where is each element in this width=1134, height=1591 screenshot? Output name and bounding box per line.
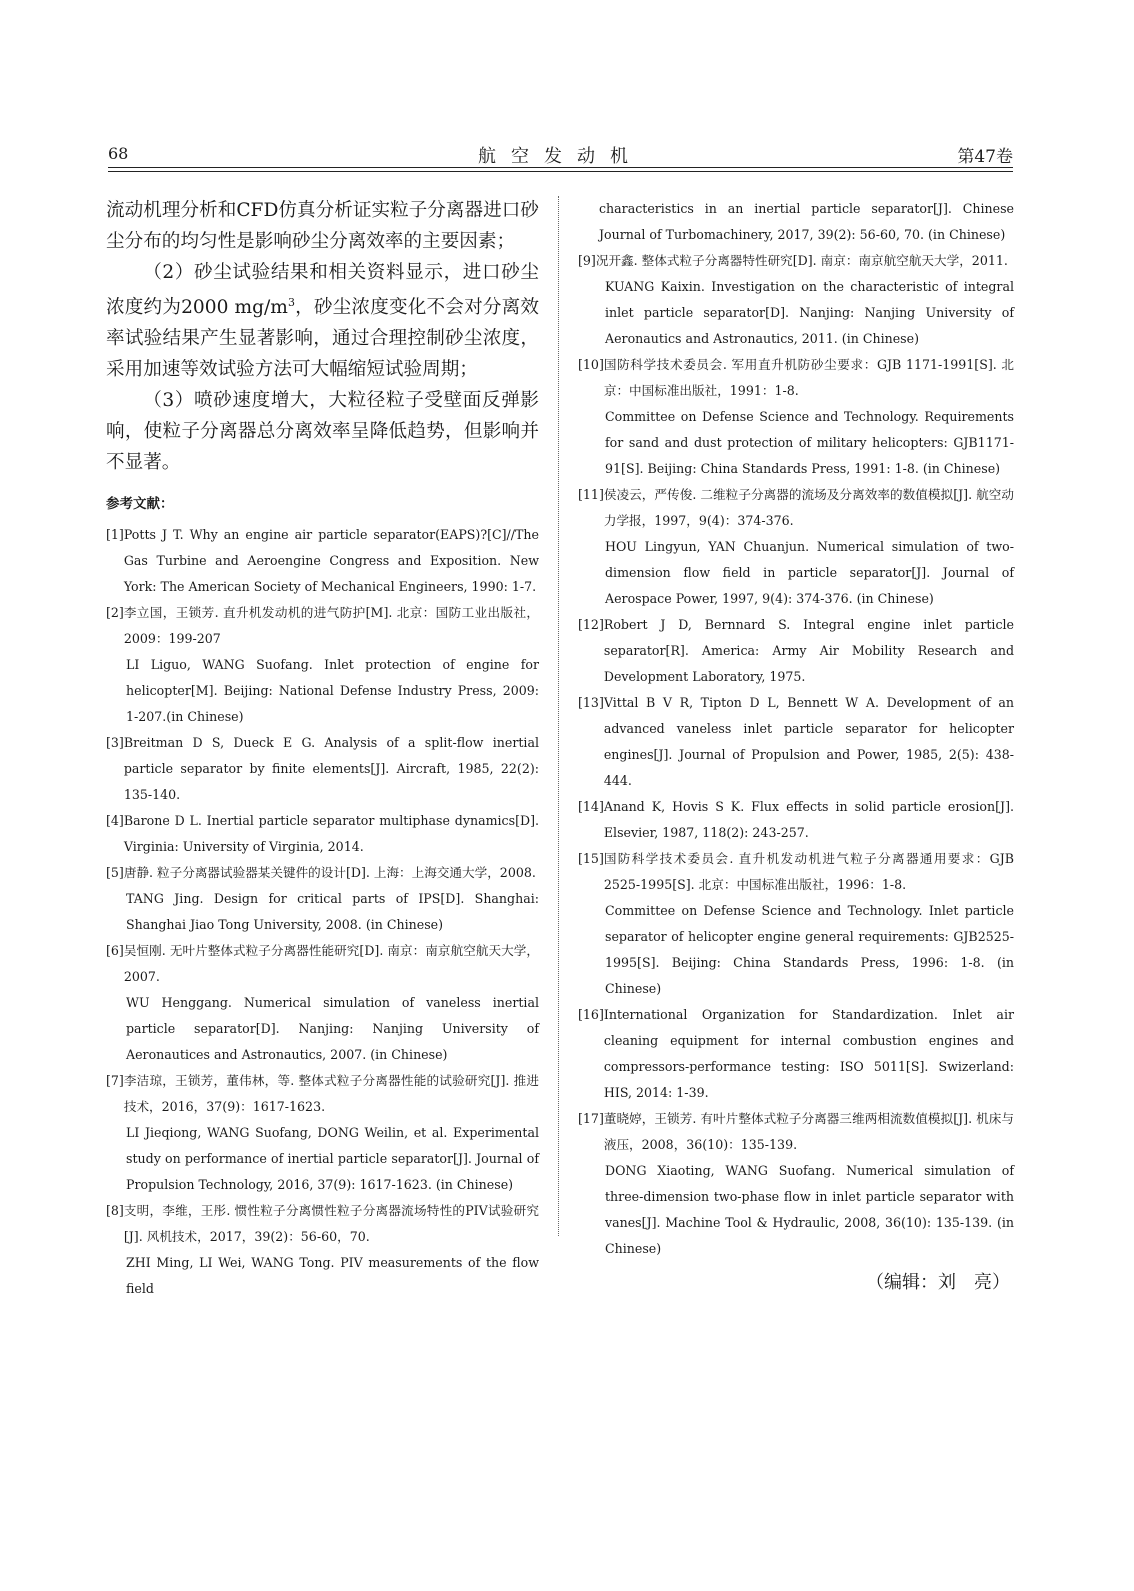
reference-english: ZHI Ming, LI Wei, WANG Tong. PIV measurements of the flow field [126,1255,539,1297]
reference-item [578,612,1014,690]
reference-number: [13] [578,695,604,710]
reference-english: DONG Xiaoting, WANG Suofang. Numerical simulation of three-dimension two-phase flow in inlet particle separator with vanes[J]. Machine Tool & Hydraulic, 2008, 36(10): 135-139. (in Chinese) [605,1163,1014,1256]
reference-text: 李洁琼，王锁芳，董伟林，等. 整体式粒子分离器性能的试验研究[J]. 推进技术，2016，37(9)：1617-1623. [123,1073,539,1115]
reference-english: WU Henggang. Numerical simulation of vaneless inertial particle separator[D]. Nanjing: Nanjing University of Aeronautices and Astronautics, 2007. (in Chinese) [126,995,539,1063]
reference-text: 董晓婷，王锁芳. 有叶片整体式粒子分离器三维两相流数值模拟[J]. 机床与液压，2008，36(10)：135-139. [603,1111,1014,1152]
reference-number: [6] [106,943,124,959]
right-column [578,196,1014,1294]
reference-text: 李立国，王锁芳. 直升机发动机的进气防护[M]. 北京：国防工业出版社，2009：199-207 [123,605,539,647]
reference-english: TANG Jing. Design for critical parts of IPS[D]. Shanghai: Shanghai Jiao Tong University, 2008. (in Chinese) [126,891,539,933]
reference-item [106,808,539,860]
journal-title: 航空发动机 [478,146,643,167]
reference-text: International Organization for Standardization. Inlet air cleaning equipment for internal combustion engines and compressors-performance testing: ISO 5011[S]. Swizerland: HIS, 2014: 1-39. [603,1007,1014,1100]
volume-label: 第47卷 [957,147,1013,167]
reference-english: HOU Lingyun, YAN Chuanjun. Numerical simulation of two-dimension flow field in particle separator[J]. Journal of Aerospace Power, 1997, 9(4): 374-376. (in Chinese) [605,539,1014,606]
reference-english: LI Jieqiong, WANG Suofang, DONG Weilin, et al. Experimental study on performance of inertial particle separator[J]. Journal of Propulsion Technology, 2016, 37(9): 1617-1623. (in Chinese) [126,1125,539,1193]
reference-number: [2] [106,605,124,621]
reference-number: [10] [578,357,604,372]
conclusion-para-2: （2）砂尘试验结果和相关资料显示，进口砂尘浓度约为2000 $mg/m^3$，砂尘浓度变化不会对分离效率试验结果产生显著影响，通过合理控制砂尘浓度，采用加速等效试验方法可大幅缩短试验周期； [106,261,539,381]
reference-english: Committee on Defense Science and Technology. Inlet particle separator of helicopter engine general requirements: GJB2525-1995[S]. Beijing: China Standards Press, 1996: 1-8. (in Chinese) [605,903,1014,996]
reference-text: Robert J D, Bernnard S. Integral engine inlet particle separator[R]. America: Army Air Mobility Research and Development Laboratory, 1975. [603,617,1014,684]
reference-text: 吴恒刚. 无叶片整体式粒子分离器性能研究[D]. 南京：南京航空航天大学，2007. [123,943,539,985]
reference-item [106,860,539,938]
conclusion-para-3: （3）喷砂速度增大，大粒径粒子受壁面反弹影响，使粒子分离器总分离效率呈降低趋势，但影响并不显著。 [106,389,539,473]
reference-text: 侯凌云，严传俊. 二维粒子分离器的流场及分离效率的数值模拟[J]. 航空动力学报，1997，9(4)：374-376. [603,487,1014,528]
reference-item [578,1106,1014,1262]
reference-item [106,1068,539,1198]
reference-text: Barone D L. Inertial particle separator multiphase dynamics[D]. Virginia: University of Virginia, 2014. [123,813,539,855]
reference-number: [15] [578,851,604,866]
reference-english: KUANG Kaixin. Investigation on the characteristic of integral inlet particle separator[D]. Nanjing: Nanjing University of Aeronautics and Astronautics, 2011. (in Chinese) [605,279,1014,346]
reference-text: Vittal B V R, Tipton D L, Bennett W A. Development of an advanced vaneless inlet particle separator for helicopter engines[J]. Journal of Propulsion and Power, 1985, 2(5): 438-444. [603,695,1014,788]
reference-number: [5] [106,865,124,881]
header-rule-thin [108,171,1013,172]
reference-number: [7] [106,1073,124,1089]
reference-text: Breitman D S, Dueck E G. Analysis of a split-flow inertial particle separator by finite elements[J]. Aircraft, 1985, 22(2): 135-140. [123,735,539,803]
conclusion-text [106,196,539,478]
reference-item [578,846,1014,1002]
reference-item [578,1002,1014,1106]
reference-item [106,600,539,730]
reference-number: [17] [578,1111,604,1126]
reference-item [578,794,1014,846]
reference-item [578,248,1014,352]
reference-number: [1] [106,527,124,543]
editor-credit: （编辑：刘 亮） [866,1272,1010,1293]
reference-text: Potts J T. Why an engine air particle separator(EAPS)?[C]//The Gas Turbine and Aeroengine Congress and Exposition. New York: The American Society of Mechanical Engineers, 1990: 1-7. [123,527,539,595]
reference-text: 况开鑫. 整体式粒子分离器特性研究[D]. 南京：南京航空航天大学，2011. [595,253,1008,268]
page-number: 68 [108,144,129,163]
running-header [108,140,1013,168]
reference-number: [12] [578,617,604,632]
reference-item [578,352,1014,482]
reference-text: Anand K, Hovis S K. Flux effects in solid particle erosion[J]. Elsevier, 1987, 118(2): 243-257. [603,799,1014,840]
left-column [106,196,539,1302]
header-rule-thick [108,167,1013,168]
reference-number: [9] [578,253,596,268]
reference-english: Committee on Defense Science and Technology. Requirements for sand and dust protection of military helicopters: GJB1171-91[S]. Beijing: China Standards Press, 1991: 1-8. (in Chinese) [605,409,1014,476]
reference-item [106,730,539,808]
reference-item [106,522,539,600]
reference-number: [3] [106,735,124,751]
reference-number: [8] [106,1203,124,1219]
reference-number: [16] [578,1007,604,1022]
reference-text: 支明，李维，王彤. 惯性粒子分离惯性粒子分离器流场特性的PIV试验研究[J]. 风机技术，2017，39(2)：56-60，70. [123,1203,539,1245]
reference-number: [14] [578,799,604,814]
reference-number: [4] [106,813,124,829]
column-divider [558,196,559,1236]
reference-item [578,690,1014,794]
references-heading: 参考文献： [106,496,174,513]
reference-list-right [578,248,1014,1262]
reference-text: 国防科学技术委员会. 军用直升机防砂尘要求：GJB 1171-1991[S]. 北京：中国标准出版社，1991：1-8. [603,357,1014,398]
reference-text: 国防科学技术委员会. 直升机发动机进气粒子分离器通用要求：GJB 2525-1995[S]. 北京：中国标准出版社，1996：1-8. [603,851,1014,892]
reference-number: [11] [578,487,604,502]
reference-english: LI Liguo, WANG Suofang. Inlet protection of engine for helicopter[M]. Beijing: National Defense Industry Press, 2009: 1-207.(in Chinese) [126,657,539,725]
reference-item [106,938,539,1068]
reference-item [578,482,1014,612]
reference-item [106,1198,539,1302]
conclusion-para-1: 流动机理分析和CFD仿真分析证实粒子分离器进口砂尘分布的均匀性是影响砂尘分离效率的主要因素； [106,200,539,252]
reference-list-left [106,522,539,1302]
reference-8-continuation: characteristics in an inertial particle separator[J]. Chinese Journal of Turbomachinery, 2017, 39(2): 56-60, 70. (in Chinese) [599,201,1014,242]
reference-text: 唐静. 粒子分离器试验器某关键件的设计[D]. 上海：上海交通大学，2008. [123,865,536,881]
